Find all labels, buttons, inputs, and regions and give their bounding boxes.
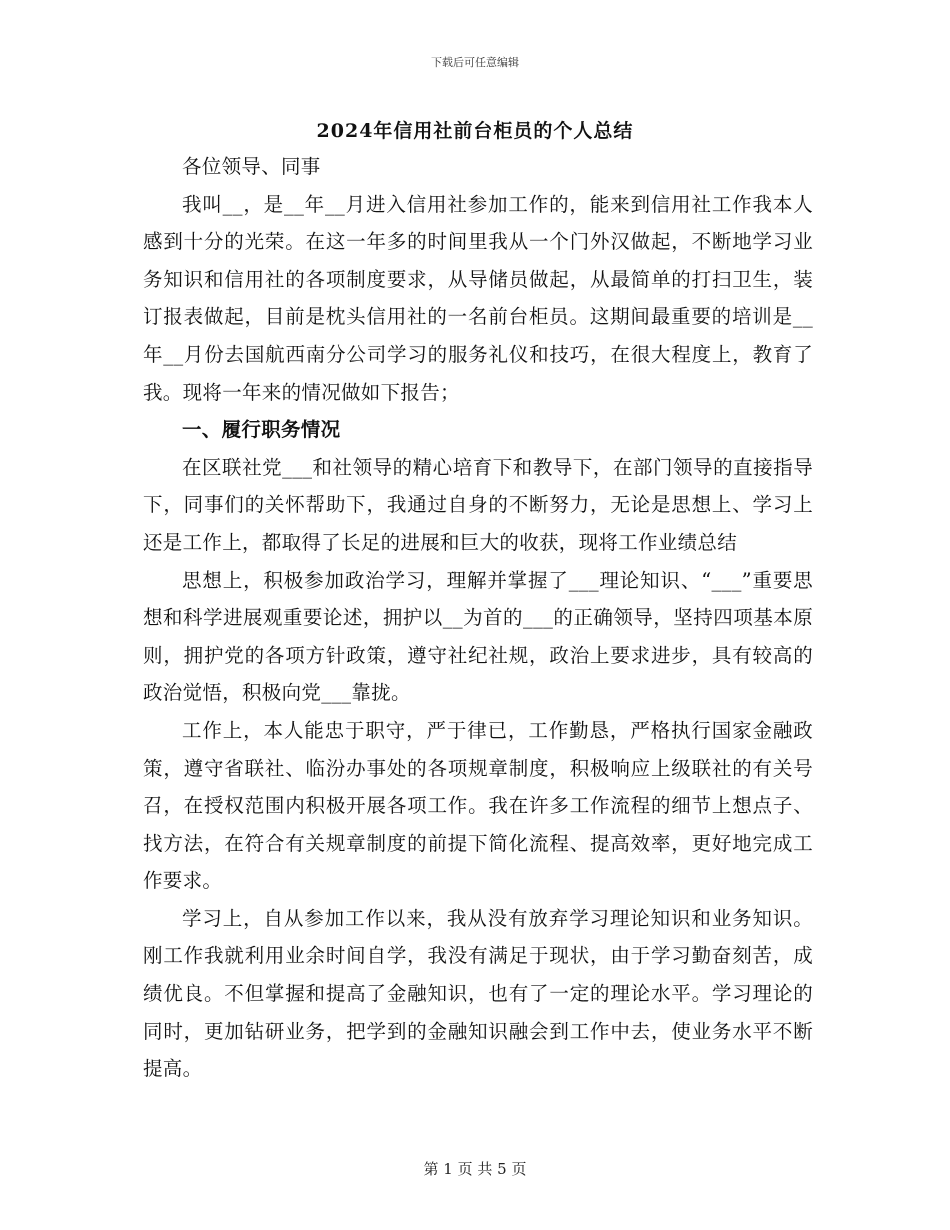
page-number-footer: 第 1 页 共 5 页 <box>423 1160 527 1178</box>
document-body <box>143 148 813 1088</box>
salutation: 各位领导、同事 <box>182 155 321 178</box>
paragraph-study: 学习上，自从参加工作以来，我从没有放弃学习理论知识和业务知识。刚工作我就利用业余时间自学，我没有满足于现状，由于学习勤奋刻苦，成绩优良。不但掌握和提高了金融知识，也有了一定的理论水平。学习理论的同时，更加钻研业务，把学到的金融知识融会到工作中去，使业务水平不断提高。 <box>143 906 813 1081</box>
paragraph-work: 工作上，本人能忠于职守，严于律已，工作勤恳，严格执行国家金融政策，遵守省联社、临汾办事处的各项规章制度，积极响应上级联社的有关号召，在授权范围内积极开展各项工作。我在许多工作流程的细节上想点子、找方法，在符合有关规章制度的前提下简化流程、提高效率，更好地完成工作要求。 <box>143 718 813 893</box>
paragraph-introduction: 我叫__，是__年__月进入信用社参加工作的，能来到信用社工作我本人感到十分的光荣。在这一年多的时间里我从一个门外汉做起，不断地学习业务知识和信用社的各项制度要求，从导储员做起，从最简单的打扫卫生，装订报表做起，目前是枕头信用社的一名前台柜员。这期间最重要的培训是__年__月份去国航西南分公司学习的服务礼仪和技巧，在很大程度上，教育了我。现将一年来的情况做如下报告； <box>143 192 813 404</box>
paragraph-ideology: 思想上，积极参加政治学习，理解并掌握了___理论知识、“___”重要思想和科学进展观重要论述，拥护以__为首的___的正确领导，坚持四项基本原则，拥护党的各项方针政策，遵守社纪社规，政治上要求进步，具有较高的政治觉悟，积极向党___靠拢。 <box>143 568 813 705</box>
page-header-note: 下载后可任意编辑 <box>431 56 519 69</box>
paragraph-duties-overview: 在区联社党___和社领导的精心培育下和教导下，在部门领导的直接指导下，同事们的关怀帮助下，我通过自身的不断努力，无论是思想上、学习上还是工作上，都取得了长足的进展和巨大的收获，现将工作业绩总结 <box>143 455 813 554</box>
section-heading-duties: 一、履行职务情况 <box>182 418 341 442</box>
document-title: 2024年信用社前台柜员的个人总结 <box>316 120 634 142</box>
